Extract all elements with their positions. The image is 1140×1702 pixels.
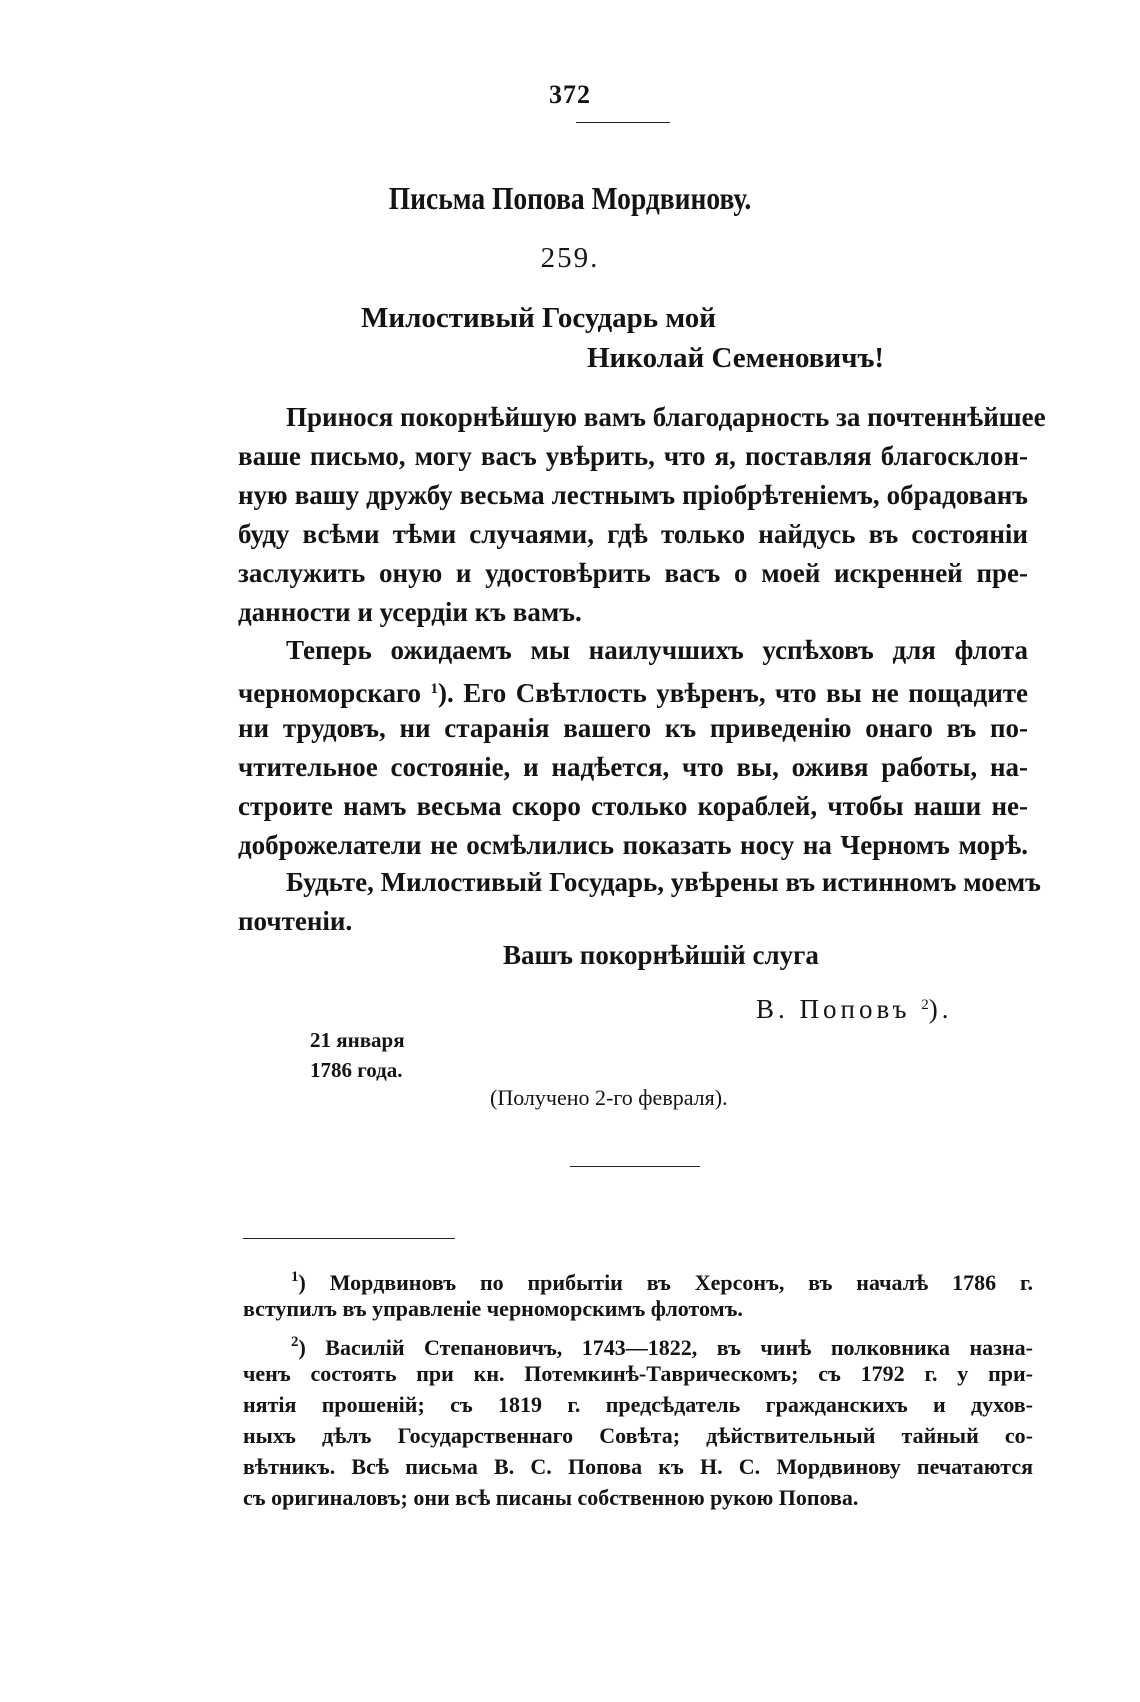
footnote-line bbox=[243, 1262, 1033, 1293]
paragraph-line: данности и усердіи къ вамъ. bbox=[238, 597, 582, 627]
paragraph-line: заслужить оную и удостовѣрить васъ о моей искренней пре- bbox=[238, 558, 1028, 588]
paragraph-line-end: Его Свѣтлость увѣренъ, что вы не пощадите bbox=[463, 678, 1029, 708]
paragraph-line: строите намъ весьма скоро столько кораблей, чтобы наши не- bbox=[238, 791, 1028, 821]
page-number: 372 bbox=[549, 80, 591, 109]
footnote-ref-close: ). bbox=[438, 678, 454, 708]
paragraph-2 bbox=[238, 631, 1028, 865]
end-of-letter-rule bbox=[570, 1166, 700, 1167]
closing-line: Вашъ покорнѣйшій слуга bbox=[503, 940, 819, 970]
page-number-underline bbox=[576, 122, 670, 123]
footnote-line bbox=[243, 1327, 1033, 1358]
section-title: Письма Попова Мордвинову. bbox=[388, 180, 752, 216]
footnote-separator bbox=[243, 1238, 455, 1239]
signature-suffix: ). bbox=[928, 994, 953, 1024]
paragraph-line: Теперь ожидаемъ мы наилучшихъ успѣховъ для флота bbox=[286, 635, 1028, 665]
footnote-marker: 2 bbox=[291, 1334, 299, 1350]
paragraph-line: доброжелатели не осмѣлились показать носу на Черномъ морѣ. bbox=[238, 830, 1028, 860]
footnote-ref-2: 2 bbox=[921, 997, 929, 1013]
footnote-2 bbox=[243, 1327, 1033, 1513]
footnotes bbox=[243, 1262, 1033, 1516]
paragraph-3 bbox=[238, 863, 1041, 941]
footnote-line: нятія прошеній; съ 1819 г. предсѣдатель гражданскихъ и духов- bbox=[243, 1392, 1033, 1417]
paragraph-line-with-footnote bbox=[238, 670, 1028, 709]
footnote-line: вѣтникъ. Всѣ письма В. С. Попова къ Н. С. Мордвинову печатаются bbox=[243, 1454, 1033, 1479]
paragraph-line: почтеніи. bbox=[238, 906, 353, 936]
salutation-line-2: Николай Семеновичъ! bbox=[587, 342, 885, 374]
paragraph-line: ваше письмо, могу васъ увѣрить, что я, поставляя благосклон- bbox=[238, 441, 1028, 471]
paragraph-line: ни трудовъ, ни старанія вашего къ приведенію онаго въ по- bbox=[238, 713, 1028, 743]
letter-number: 259. bbox=[540, 242, 600, 274]
paragraph-line: ную вашу дружбу весьма лестнымъ пріобрѣтеніемъ, обрадованъ bbox=[238, 480, 1028, 510]
paragraph-line: Принося покорнѣйшую вамъ благодарность за почтеннѣйшее bbox=[286, 402, 1046, 432]
footnote-text: ) Василій Степановичъ, 1743—1822, въ чинѣ полковника назна- bbox=[298, 1335, 1033, 1360]
footnote-ref-1: 1 bbox=[430, 681, 438, 697]
footnote-line: ченъ состоять при кн. Потемкинѣ-Таврическомъ; съ 1792 г. у при- bbox=[243, 1361, 1033, 1386]
signature bbox=[756, 994, 953, 1025]
date-line-2: 1786 года. bbox=[310, 1058, 403, 1082]
paragraph-line: Будьте, Милостивый Государь, увѣрены въ истинномъ моемъ bbox=[286, 867, 1041, 897]
footnote-1 bbox=[243, 1262, 1033, 1324]
footnote-line: ныхъ дѣлъ Государственнаго Совѣта; дѣйствительный тайный со- bbox=[243, 1423, 1033, 1448]
paragraph-1 bbox=[238, 398, 1046, 632]
footnote-line: вступилъ въ управленіе черноморскимъ флотомъ. bbox=[243, 1296, 743, 1321]
signature-name: В. Поповъ bbox=[756, 994, 911, 1024]
received-note: (Получено 2-го февраля). bbox=[490, 1085, 728, 1110]
paragraph-line: буду всѣми тѣми случаями, гдѣ только найдусь въ состояніи bbox=[238, 519, 1028, 549]
footnote-line: съ оригиналовъ; они всѣ писаны собственною рукою Попова. bbox=[243, 1485, 859, 1510]
date-line-1: 21 января bbox=[310, 1028, 405, 1052]
salutation-line-1: Милостивый Государь мой bbox=[361, 302, 716, 334]
paragraph-line-start: черноморскаго bbox=[238, 678, 422, 708]
footnote-marker: 1 bbox=[291, 1269, 299, 1285]
paragraph-line: чтительное состояніе, и надѣется, что вы, оживя работы, на- bbox=[238, 752, 1028, 782]
footnote-text: ) Мордвиновъ по прибытіи въ Херсонъ, въ началѣ 1786 г. bbox=[298, 1270, 1033, 1295]
